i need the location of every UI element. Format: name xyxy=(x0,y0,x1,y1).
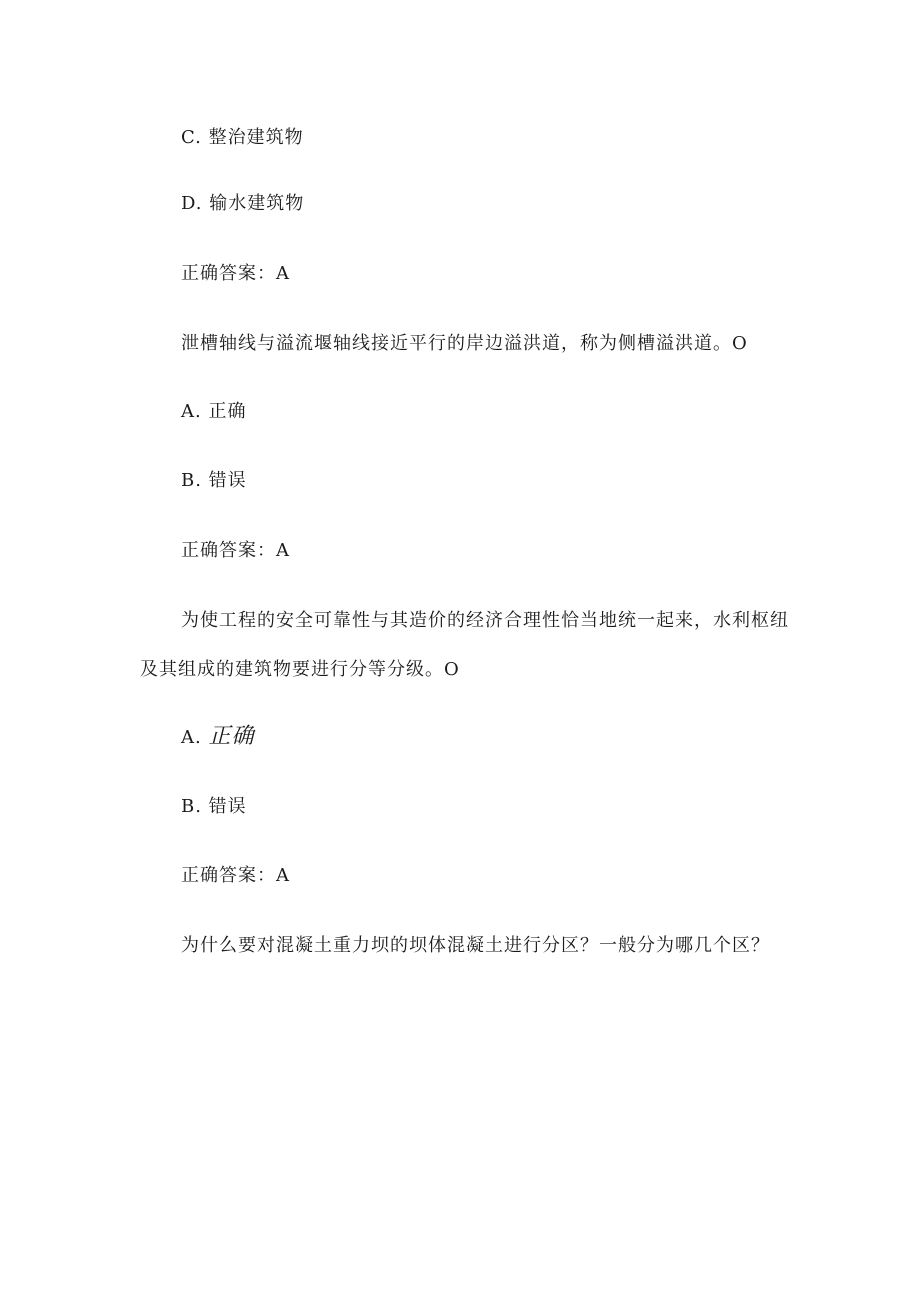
option-a xyxy=(181,725,254,750)
answer-line: 正确答案：A xyxy=(181,865,290,886)
answer-line: 正确答案：A xyxy=(181,263,290,284)
question-text: 泄槽轴线与溢流堰轴线接近平行的岸边溢洪道，称为侧槽溢洪道。O xyxy=(181,333,748,354)
question-text: 为使工程的安全可靠性与其造价的经济合理性恰当地统一起来，水利枢纽 xyxy=(181,610,789,631)
option-d: D. 输水建筑物 xyxy=(181,193,305,214)
option-b: B. 错误 xyxy=(181,796,247,817)
answer-line: 正确答案：A xyxy=(181,540,290,561)
option-text-emphasized: 正确 xyxy=(208,724,255,749)
option-b: B. 错误 xyxy=(181,470,247,491)
question-text: 为什么要对混凝土重力坝的坝体混凝土进行分区？一般分为哪几个区？ xyxy=(181,935,770,956)
question-text-continued: 及其组成的建筑物要进行分等分级。O xyxy=(140,659,460,680)
option-label: A. xyxy=(181,727,209,748)
option-c: C. 整治建筑物 xyxy=(181,127,304,148)
option-a: A. 正确 xyxy=(181,401,247,422)
